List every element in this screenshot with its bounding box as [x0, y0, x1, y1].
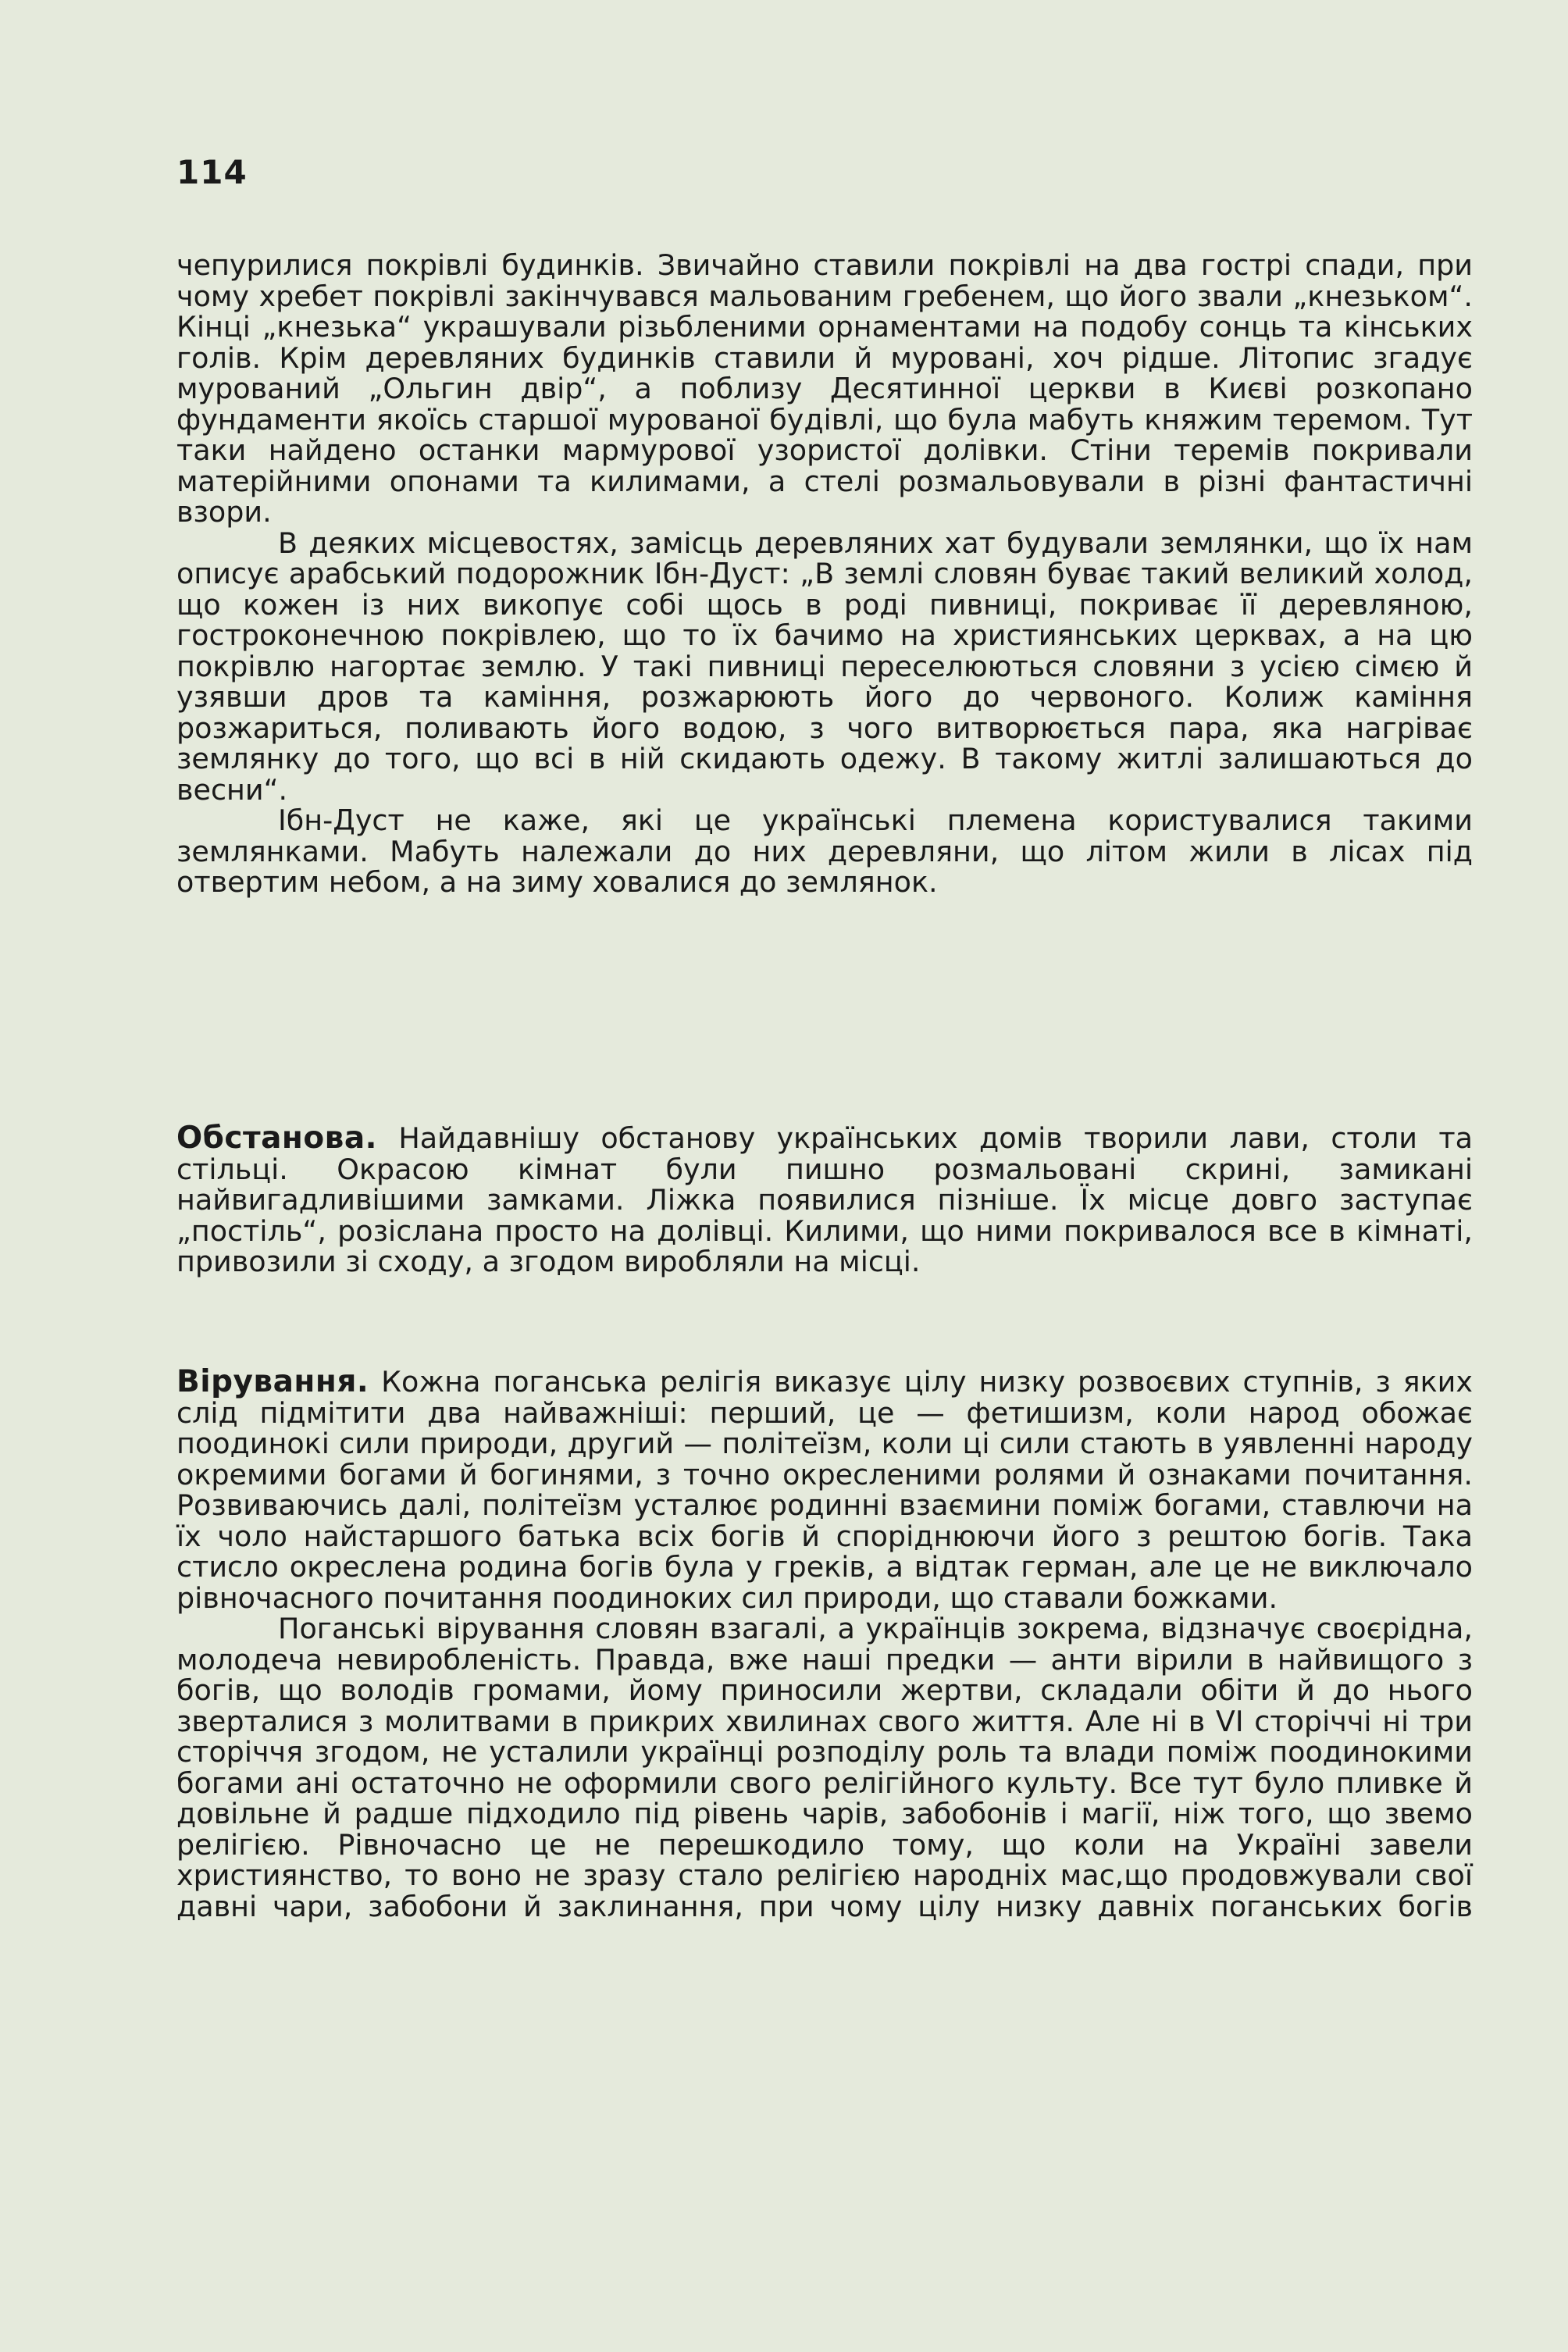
paragraph-pagan-beliefs: Поганські вірування словян взагалі, а українців зокрема, відзначує своєрідна, молодеча невиробленість. Правда, вже наші предки — анти вірили в найвищого з богів, що володів громами, йому приносили жертви, складали обіти й до нього зверталися з молитвами в прикрих хвилинах свого життя. Але ні в VI сторіччі ні три сторіччя згодом, не усталили українці розподілу роль та влади поміж поодинокими богами ані остаточно не оформили свого релігійного культу. Все тут було пливке й довільне й радше підходило під рівень чарів, забобонів і магії, ніж того, що звемо релігією. Рівночасно це не перешкодило тому, що коли на Україні завели християнство, то воно не зразу стало релігією народніх мас,що продовжували свої давні чари, забобони й заклинання, при чому цілу низку давніх поганських богів [176, 1612, 1473, 1923]
paragraph-beliefs [176, 1364, 1473, 1615]
section-heading-furnishings: Обстанова. [176, 1121, 377, 1156]
paragraph-dugouts: В деяких місцевостях, замісць деревляних хат будували землянки, що їх нам описує арабський подорожник Ібн-Дуст: „В землі словян буває такий великий холод, що кожен із них викопує собі щось в роді пивниці, покриває її деревляною, гостроконечною покрівлею, що то їх бачимо на християнських церквах, а на цю покрівлю нагортає землю. У такі пивниці переселюються словяни з усією сімєю й узявши дров та каміння, розжарюють його до червоного. Колиж каміння розжариться, поливають його водою, з чого витворюється пара, яка нагріває землянку до того, що всі в ній скидають одежу. В такому житлі залишаються до весни“. [176, 526, 1473, 807]
page-number: 114 [176, 153, 248, 191]
furnishings-text: Найдавнішу обстанову українських домів творили лави, столи та стільці. Окрасою кімнат були пишно розмальовані скрині, замикані найвигадливішими замками. Ліжка появилися пізніше. Їх місце довго заступає „постіль“, розіслана просто на долівці. Килими, що ними покривалося все в кімнаті, привозили зі сходу, а згодом виробляли на місці. [176, 1121, 1473, 1278]
text-block-dwellings [176, 250, 1473, 898]
paragraph-roofs: чепурилися покрівлі будинків. Звичайно ставили покрівлі на два гострі спади, при чому хребет покрівлі закінчувався мальованим гребенем, що його звали „кнезьком“. Кінці „кнезька“ украшували різьбленими орнаментами на подобу сонць та кінських голів. Крім деревляних будинків ставили й муровані, хоч рідше. Літопис згадує мурований „Ольгин двір“, а поблизу Десятинної церкви в Києві розкопано фундаменти якоїсь старшої мурованої будівлі, що була мабуть княжим теремом. Тут таки найдено останки мармурової узористої долівки. Стіни теремів покривали матерійними опонами та килимами, а стелі розмальовували в різні фантастичні взори. [176, 248, 1473, 529]
section-heading-beliefs: Вірування. [176, 1364, 369, 1399]
paragraph-furnishings [176, 1123, 1473, 1278]
paragraph-ibn-dust: Ібн-Дуст не каже, які це українські племена користувалися такими землянками. Мабуть належали до них деревляни, що літом жили в лісах під отвертим небом, а на зиму ховалися до землянок. [176, 804, 1473, 899]
section-furnishings [176, 1123, 1473, 1278]
beliefs-text: Кожна поганська релігія виказує цілу низку розвоєвих ступнів, з яких слід підмітити два найважніші: перший, це — фетишизм, коли народ обожає поодинокі сили природи, другий — політеїзм, коли ці сили стають в уявленні народу окремими богами й богинями, з точно окресленими ролями й ознаками почитання. Розвиваючись далі, політеїзм усталює родинні взаємини поміж богами, ставлючи на їх чоло найстаршого батька всіх богів й споріднюючи його з рештою богів. Така стисло окреслена родина богів була у греків, а відтак герман, але це не виключало рівночасного почитання поодиноких сил природи, що ставали божками. [176, 1365, 1473, 1615]
section-beliefs [176, 1364, 1473, 1923]
